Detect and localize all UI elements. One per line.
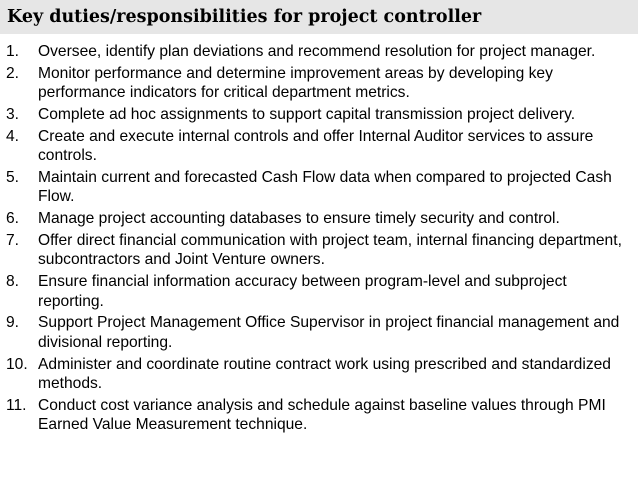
item-number: 1.: [6, 43, 20, 60]
item-text: Ensure financial information accuracy between program-level and subproject reporting.: [38, 273, 567, 310]
item-text: Create and execute internal controls and offer Internal Auditor services to assure controls.: [38, 127, 594, 165]
list-item: [0, 168, 638, 207]
list-item: [0, 272, 638, 311]
item-number: 6.: [6, 210, 20, 228]
item-number: 5.: [6, 169, 20, 186]
item-number: 7.: [6, 232, 20, 249]
item-number: 8.: [6, 273, 20, 291]
title-bar: [0, 0, 638, 34]
page-title: Key duties/responsibilities for project controller: [7, 7, 482, 27]
item-text: Oversee, identify plan deviations and recommend resolution for project manager.: [38, 43, 596, 60]
list-item: [0, 42, 638, 61]
item-number: 4.: [6, 127, 20, 145]
list-item: [0, 355, 638, 394]
item-text: Support Project Management Office Supervisor in project financial management and divisional reporting.: [38, 314, 620, 351]
item-text: Maintain current and forecasted Cash Flow data when compared to projected Cash Flow.: [38, 169, 612, 206]
list-item: [0, 209, 638, 228]
item-number: 10.: [6, 355, 28, 373]
list-item: [0, 313, 638, 352]
list-item: [0, 105, 638, 124]
list-item: [0, 396, 638, 435]
item-number: 3.: [6, 106, 20, 123]
item-text: Monitor performance and determine improvement areas by developing key performance indicators for critical department metrics.: [38, 64, 553, 102]
item-text: Conduct cost variance analysis and schedule against baseline values through PMI Earned Value Measurement technique.: [38, 396, 606, 434]
item-number: 2.: [6, 64, 20, 82]
item-number: 11.: [6, 396, 27, 414]
list-item: [0, 127, 638, 166]
list-item: [0, 64, 638, 103]
item-text: Offer direct financial communication with project team, internal financing department, subcontractors and Joint Venture owners.: [38, 232, 622, 269]
item-text: Complete ad hoc assignments to support capital transmission project delivery.: [38, 106, 576, 123]
duties-list: [0, 42, 638, 437]
item-number: 9.: [6, 314, 20, 332]
list-item: [0, 231, 638, 270]
item-text: Manage project accounting databases to ensure timely security and control.: [38, 210, 560, 228]
item-text: Administer and coordinate routine contract work using prescribed and standardized methods.: [38, 355, 611, 393]
